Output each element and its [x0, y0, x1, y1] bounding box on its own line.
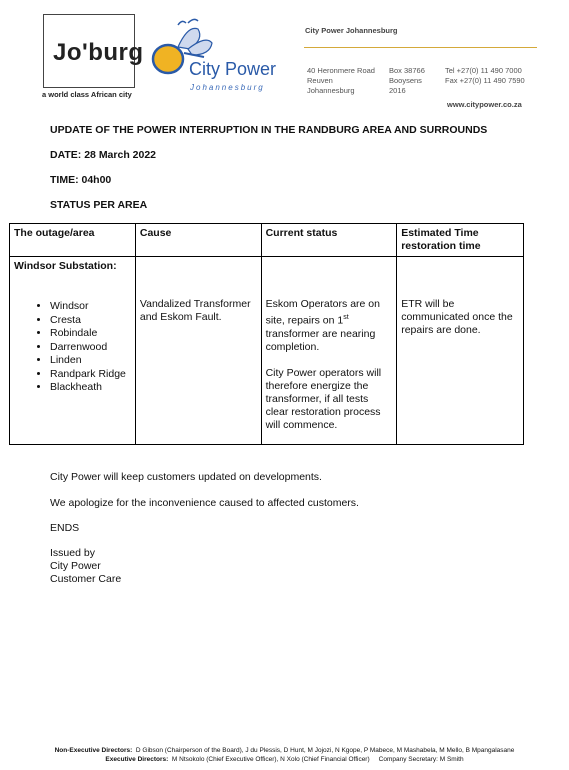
footer-nonexec-directors: [0, 747, 569, 754]
company-name: City Power Johannesburg: [305, 26, 398, 35]
cause-cell: [135, 257, 261, 445]
list-item: • Linden: [50, 354, 131, 368]
box-line: 2016: [389, 86, 406, 95]
cause-text: Vandalized Transformer and Eskom Fault.: [139, 298, 251, 323]
issued-by-block: [50, 547, 121, 586]
list-item: • Robindale: [50, 327, 131, 341]
phone-line: Tel +27(0) 11 490 7000: [445, 66, 522, 75]
header-outage-area: The outage/area: [10, 224, 136, 257]
address-block: [307, 66, 375, 96]
etr-cell: [397, 257, 524, 445]
status-text: transformer are nearing completion.: [265, 327, 376, 353]
joburg-logo-text: Jo'burg: [53, 39, 144, 66]
address-line: Johannesburg: [307, 86, 355, 95]
body-paragraph-updates: City Power will keep customers updated on developments.: [50, 471, 322, 483]
status-superscript: st: [343, 314, 349, 321]
header-estimated-time: Estimated Time restoration time: [397, 224, 524, 257]
list-item: • Randpark Ridge: [50, 368, 131, 382]
list-item: • Blackheath: [50, 381, 131, 395]
table-header-row: [10, 224, 524, 257]
footer-label: Executive Directors:: [105, 756, 169, 763]
status-text: Eskom Operators are on site, repairs on 1: [265, 298, 380, 327]
status-table: [9, 223, 524, 445]
list-item: • Darrenwood: [50, 341, 131, 355]
city-power-logo-text: City Power: [189, 59, 277, 79]
notice-title: UPDATE OF THE POWER INTERRUPTION IN THE RANDBURG AREA AND SURROUNDS: [50, 124, 488, 136]
footer-secretary: Company Secretary: M Smith: [378, 756, 464, 763]
area-list: [14, 300, 131, 395]
issued-line: City Power: [50, 560, 101, 572]
body-paragraph-apology: We apologize for the inconvenience caused to affected customers.: [50, 497, 359, 509]
website-link[interactable]: www.citypower.co.za: [447, 100, 522, 109]
status-cell: [261, 257, 397, 445]
issued-line: Issued by: [50, 547, 95, 559]
footer-exec-directors: [0, 756, 569, 763]
notice-time: TIME: 04h00: [50, 174, 112, 186]
issued-line: Customer Care: [50, 573, 122, 585]
header-cause: Cause: [135, 224, 261, 257]
status-paragraph-1: [266, 298, 393, 354]
substation-label: Windsor Substation:: [14, 260, 117, 272]
footer-label: Non-Executive Directors:: [54, 747, 133, 754]
header-current-status: Current status: [261, 224, 397, 257]
city-power-logo-subtext: Johannesburg: [190, 83, 265, 92]
section-heading: STATUS PER AREA: [50, 199, 148, 211]
etr-text: ETR will be communicated once the repairs are done.: [401, 298, 513, 336]
box-block: [389, 66, 425, 96]
list-item: • Windsor: [50, 300, 131, 314]
address-line: 40 Heronmere Road: [307, 66, 375, 75]
box-line: Booysens: [389, 76, 422, 85]
footer-text: D Gibson (Chairperson of the Board), J du Plessis, D Hunt, M Jojozi, N Kgope, P Mabece, M Mashabela, M Mello, B Mpangalasane: [135, 747, 515, 754]
address-line: Reuven: [307, 76, 333, 85]
status-paragraph-2: City Power operators will therefore energize the transformer, if all tests clear restoration process will commence.: [265, 366, 382, 431]
joburg-tagline: a world class African city: [42, 90, 132, 99]
area-cell: [10, 257, 136, 445]
notice-date: DATE: 28 March 2022: [50, 149, 157, 161]
box-line: Box 38766: [389, 66, 425, 75]
body-ends: ENDS: [50, 522, 80, 534]
fax-line: Fax +27(0) 11 490 7590: [445, 76, 525, 85]
table-row: [10, 257, 524, 445]
header-divider: [304, 47, 537, 48]
phone-block: [445, 66, 525, 86]
footer-text: M Ntsokolo (Chief Executive Officer), N Xolo (Chief Financial Officer): [171, 756, 370, 763]
list-item: • Cresta: [50, 314, 131, 328]
